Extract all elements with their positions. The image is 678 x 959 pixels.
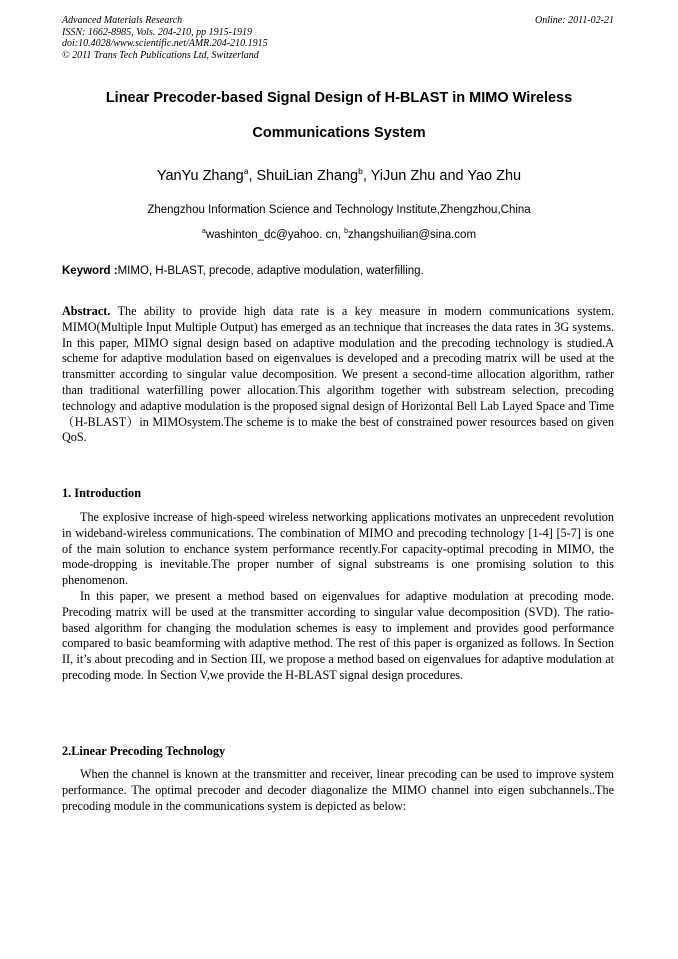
intro-paragraph-2: In this paper, we present a method based on eigenvalues for adaptive modulation at precoding mode. Precoding matrix will be used at the transmitter according to singular value decomposition (SVD). The ratio-based algorithm for changing the modulation schemes is easy to implement and provides good performance compared to basic beamforming with adaptive method. The rest of this paper is organized as follows. In Section II, it’s about precoding and in Section III, we propose a method based on eigenvalues for adaptive modulation at precoding mode. In Section V,we provide the H-BLAST signal design procedures.	[62, 588, 614, 682]
author-1-affil-mark: a	[243, 166, 249, 176]
keywords-label: Keyword :	[62, 265, 118, 277]
paper-title-line-1: Linear Precoder-based Signal Design of H-BLAST in MIMO Wireless	[105, 90, 573, 106]
author-list	[40, 166, 638, 184]
paper-title-line-2: Communications System	[252, 125, 426, 141]
author-2: ShuiLian Zhang	[256, 167, 359, 184]
author-separator: ,	[248, 167, 257, 184]
email-b: zhangshuilian@sina.com	[348, 228, 477, 241]
section-heading-linear-precoding: 2.Linear Precoding Technology	[62, 744, 226, 758]
journal-header	[62, 15, 268, 61]
affiliation-institute: Zhengzhou Information Science and Technology Institute,Zhengzhou,China	[147, 204, 531, 216]
keywords	[62, 265, 424, 277]
email-a: washinton_dc@yahoo. cn,	[205, 228, 345, 241]
introduction-body	[62, 510, 614, 684]
copyright-line: © 2011 Trans Tech Publications Ltd, Switzerland	[62, 49, 259, 61]
email-b-mark: b	[344, 228, 349, 235]
intro-paragraph-1: The explosive increase of high-speed wireless networking applications motivates an unprecedent revolution in wideband-wireless communications. The combination of MIMO and precoding technology [1-4] [5-7] is one of the main solution to enchance system performance recently.For capacity-optimal precoding in MIMO, the mode-dropping is inevitable.The proper number of signal substreams is one promising solution to this phenomenon.	[62, 510, 614, 588]
journal-name: Advanced Materials Research	[62, 15, 183, 26]
issn-line: ISSN: 1662-8985, Vols. 204-210, pp 1915-1919	[62, 26, 252, 38]
linear-precoding-paragraph-1: When the channel is known at the transmitter and receiver, linear precoding can be used to improve system performance. The optimal precoder and decoder diagonalize the MIMO channel into eigen subchannels..The precoding module in the communications system is depicted as below:	[62, 767, 614, 813]
section-heading-introduction: 1. Introduction	[62, 486, 142, 500]
email-a-mark: a	[201, 228, 206, 235]
linear-precoding-body	[62, 767, 614, 814]
abstract-text: The ability to provide high data rate is a key measure in modern communications system. MIMO(Multiple Input Multiple Output) has emerged as an technique that increases the data rates in 3G systems. In this paper, MIMO signal design based on adaptive modulation and the precoding technology is studied.A scheme for adaptive modulation based on eigenvalues is developed and a precoding matrix will be used at the transmitter according to singular value decomposition. We present a second-time allocation algorithm, rather than traditional waterfilling power allocation.This algorithm together with substream selection, precoding technology and adaptive modulation is the proposed signal design of Horizontal Bell Lab Layed Space and Time （H-BLAST）in MIMOsystem.The scheme is to make the best of constrained power resources based on given QoS.	[62, 304, 614, 445]
doi-line: doi:10.4028/www.scientific.net/AMR.204-210.1915	[62, 38, 268, 49]
author-1: YanYu Zhang	[156, 167, 244, 184]
affiliation-emails	[40, 228, 638, 241]
keywords-text: MIMO, H-BLAST, precode, adaptive modulation, waterfilling.	[117, 265, 424, 277]
abstract	[62, 304, 614, 446]
author-2-affil-mark: b	[358, 166, 363, 176]
abstract-label: Abstract.	[62, 304, 111, 318]
online-date: Online: 2011-02-21	[535, 15, 614, 26]
other-authors: , YiJun Zhu and Yao Zhu	[362, 167, 522, 184]
